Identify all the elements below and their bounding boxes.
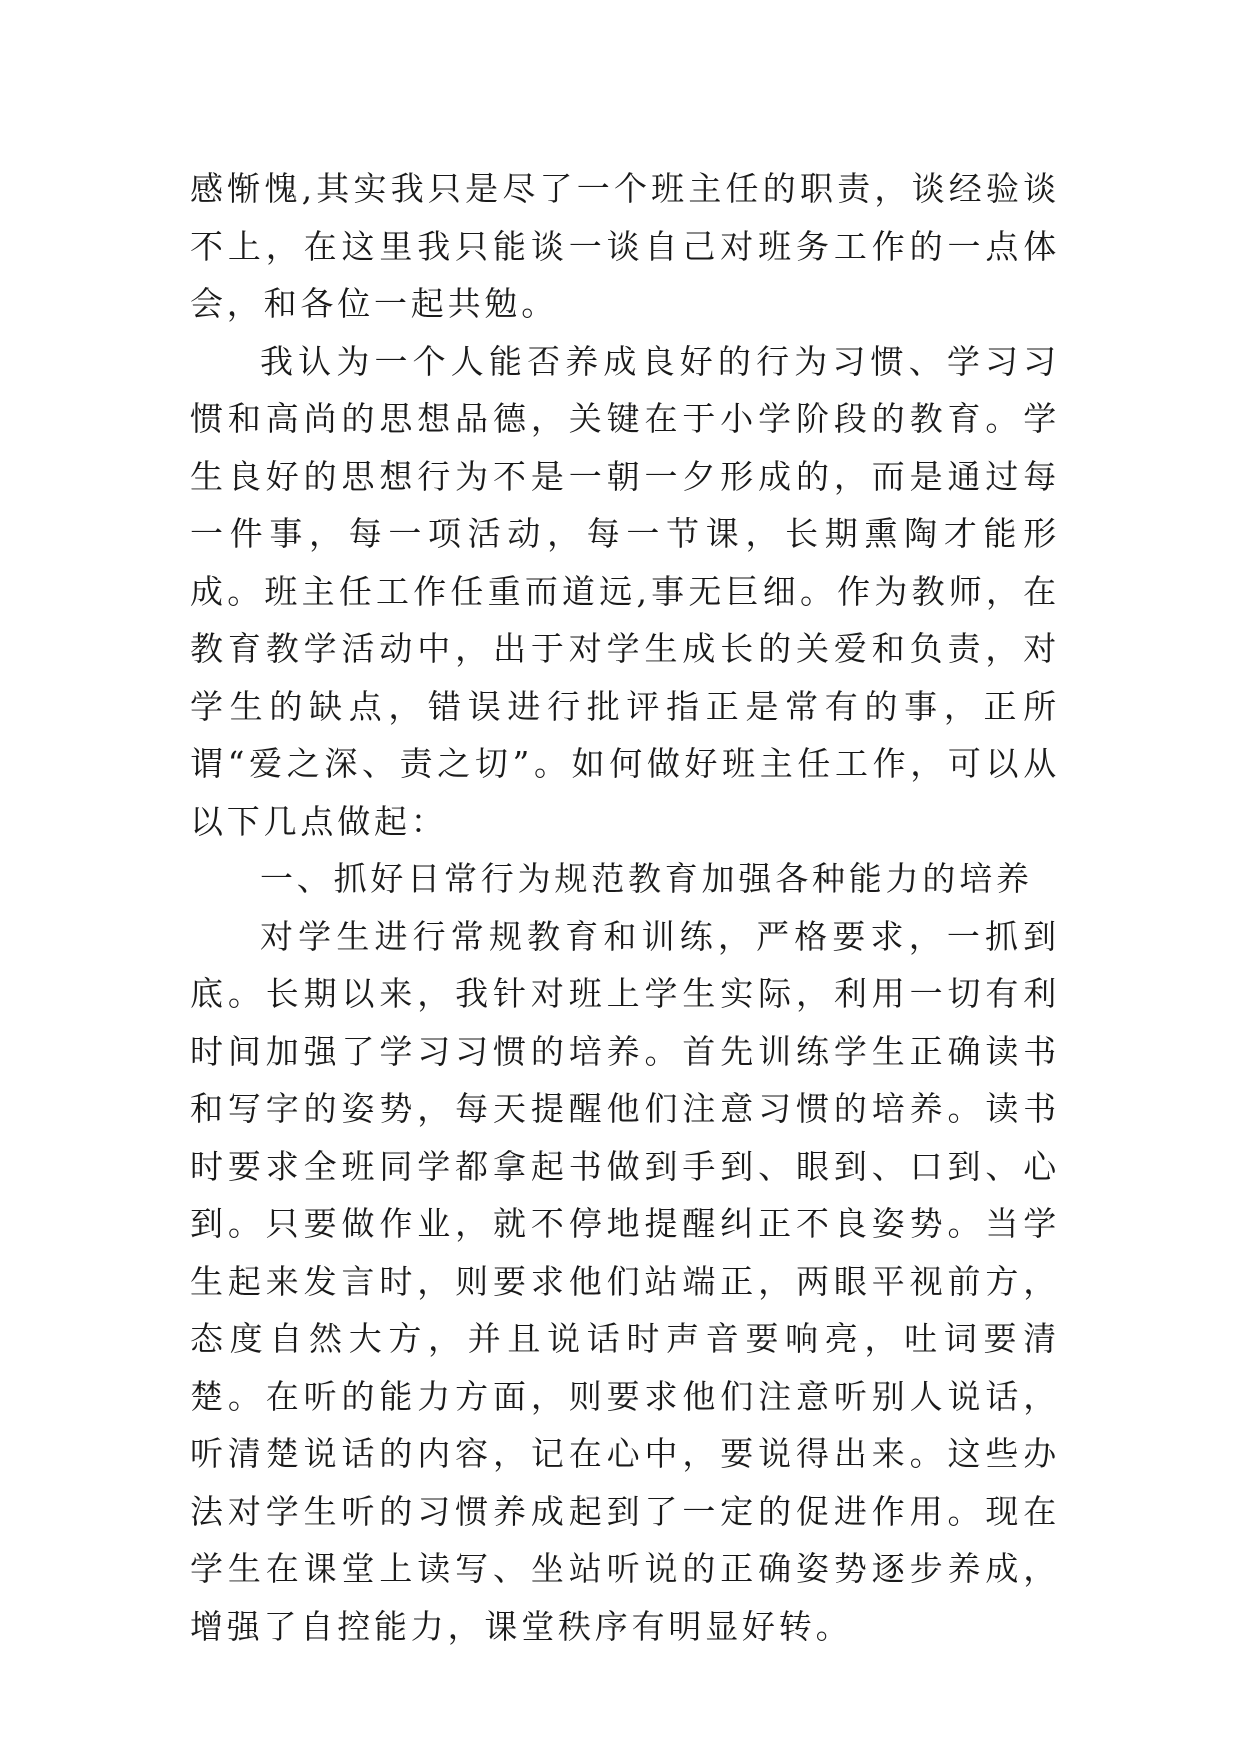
body-text: [190, 160, 1060, 1655]
section-heading: 一、抓好日常行为规范教育加强各种能力的培养: [260, 859, 1033, 898]
paragraph-continuation: 感惭愧,其实我只是尽了一个班主任的职责，谈经验谈不上，在这里我只能谈一谈自己对班务工作的一点体会，和各位一起共勉。: [190, 169, 1060, 323]
paragraph-body: 对学生进行常规教育和训练，严格要求，一抓到底。长期以来，我针对班上学生实际，利用一切有利时间加强了学习习惯的培养。首先训练学生正确读书和写字的姿势，每天提醒他们注意习惯的培养。读书时要求全班同学都拿起书做到手到、眼到、口到、心到。只要做作业，就不停地提醒纠正不良姿势。当学生起来发言时，则要求他们站端正，两眼平视前方，态度自然大方，并且说话时声音要响亮，吐词要清楚。在听的能力方面，则要求他们注意听别人说话，听清楚说话的内容，记在心中，要说得出来。这些办法对学生听的习惯养成起到了一定的促进作用。现在学生在课堂上读写、坐站听说的正确姿势逐步养成，增强了自控能力，课堂秩序有明显好转。: [190, 916, 1060, 1646]
paragraph-intro: 我认为一个人能否养成良好的行为习惯、学习习惯和高尚的思想品德，关键在于小学阶段的教育。学生良好的思想行为不是一朝一夕形成的，而是通过每一件事，每一项活动，每一节课，长期熏陶才能形成。班主任工作任重而道远,事无巨细。作为教师，在教育教学活动中，出于对学生成长的关爱和负责，对学生的缺点，错误进行批评指正是常有的事，正所谓“爱之深、责之切”。如何做好班主任工作，可以从以下几点做起：: [190, 341, 1060, 841]
